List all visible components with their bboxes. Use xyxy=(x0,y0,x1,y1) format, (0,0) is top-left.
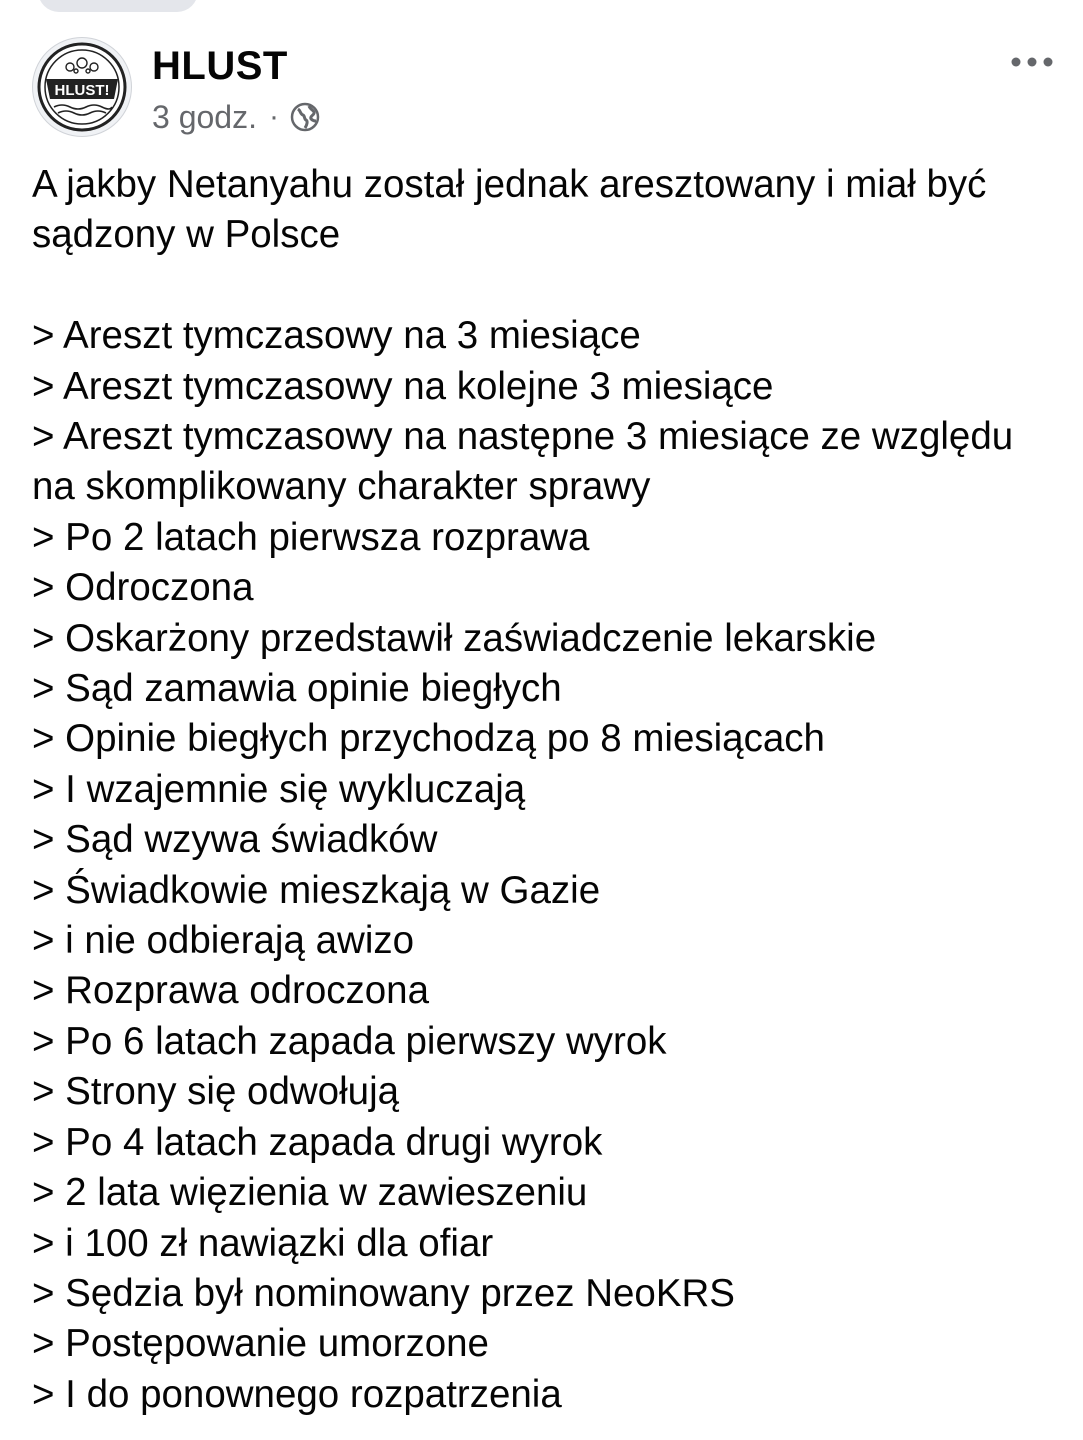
post-header xyxy=(32,37,1062,141)
post-line: > Sąd wzywa świadków xyxy=(32,818,438,862)
globe-icon[interactable] xyxy=(289,101,321,133)
hlust-logo xyxy=(36,41,128,133)
post-line: > Sąd zamawia opinie biegłych xyxy=(32,667,562,711)
post-line: > Areszt tymczasowy na kolejne 3 miesiące xyxy=(32,364,774,408)
avatar[interactable] xyxy=(32,37,132,137)
avatar-text: HLUST! xyxy=(54,82,110,99)
post-line: > Po 6 latach zapada pierwszy wyrok xyxy=(32,1019,667,1063)
post-line: > i nie odbierają awizo xyxy=(32,919,415,963)
post-line: > 2 lata więzienia w zawieszeniu xyxy=(32,1171,588,1215)
post-line: > I do ponownego rozpatrzenia xyxy=(32,1372,562,1416)
post-line: > Sędzia był nominowany przez NeoKRS xyxy=(32,1271,735,1315)
post-line: > i 100 zł nawiązki dla ofiar xyxy=(32,1221,494,1265)
more-options-icon xyxy=(1010,56,1054,68)
post-line: > Areszt tymczasowy na 3 miesiące xyxy=(32,314,641,358)
meta-separator: · xyxy=(268,100,279,133)
post-line: > Areszt tymczasowy na następne 3 miesiące ze względu na skomplikowany charakter sprawy xyxy=(32,415,1014,509)
post-line: > Postępowanie umorzone xyxy=(32,1322,489,1366)
post-meta xyxy=(152,97,321,137)
post-line: > I wzajemnie się wykluczają xyxy=(32,767,526,811)
post-lines xyxy=(32,311,1052,1420)
post-line: > Opinie biegłych przychodzą po 8 miesiącach xyxy=(32,717,825,761)
post-line: > Rozprawa odroczona xyxy=(32,969,429,1013)
post-timestamp[interactable]: 3 godz. xyxy=(152,98,257,135)
post-line: > Odroczona xyxy=(32,566,254,610)
author-name[interactable]: HLUST xyxy=(152,44,288,88)
post-intro: A jakby Netanyahu został jednak aresztowany i miał być sądzony w Polsce xyxy=(32,163,987,257)
post-line: > Strony się odwołują xyxy=(32,1070,400,1114)
post-body xyxy=(32,160,1052,1420)
more-options-button[interactable] xyxy=(1002,47,1062,77)
post-line: > Świadkowie mieszkają w Gazie xyxy=(32,868,601,912)
post-line: > Po 4 latach zapada drugi wyrok xyxy=(32,1120,603,1164)
post-line: > Po 2 latach pierwsza rozprawa xyxy=(32,515,590,559)
top-pill-button[interactable] xyxy=(38,0,198,12)
paragraph-spacer xyxy=(32,261,1052,311)
post-line: > Oskarżony przedstawił zaświadczenie lekarskie xyxy=(32,616,877,660)
